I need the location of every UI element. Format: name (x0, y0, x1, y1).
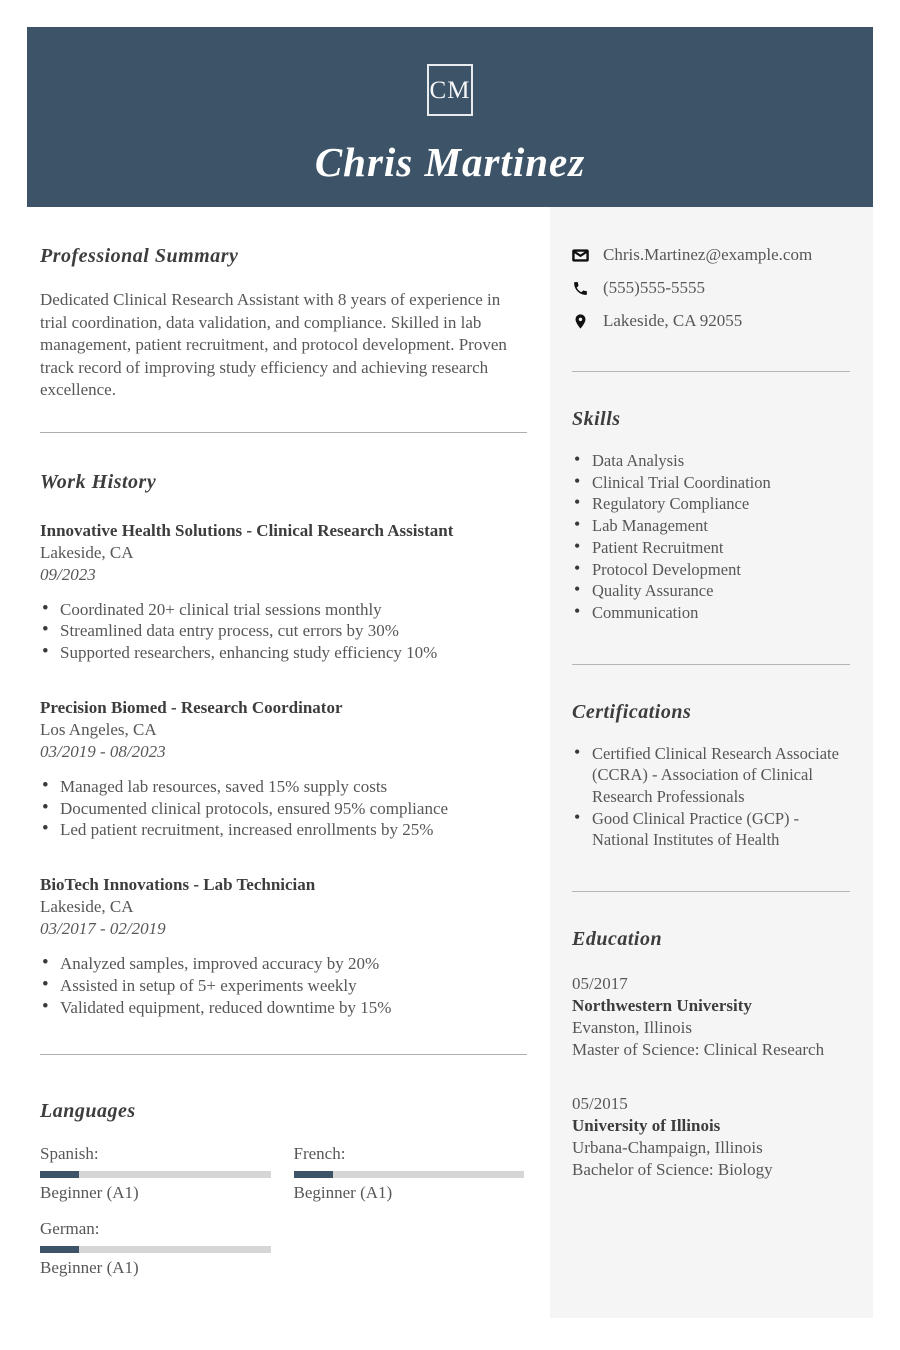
language-name: German: (40, 1218, 100, 1238)
language-level: Beginner (A1) (293, 1182, 393, 1202)
header-banner (27, 27, 873, 207)
job-bullet: • Documented clinical protocols, ensured 95% compliance (40, 798, 527, 820)
sidebar (550, 207, 873, 1318)
email-icon (572, 247, 589, 264)
language-progress-fill (40, 1171, 79, 1178)
contact-email: Chris.Martinez@example.com (603, 245, 813, 264)
contact-phone-row (572, 278, 850, 298)
job-bullet: • Managed lab resources, saved 15% supply costs (40, 776, 527, 798)
job-entry (40, 874, 527, 1018)
education-date: 05/2015 (572, 1094, 628, 1114)
skill-item: • Patient Recruitment (572, 537, 850, 559)
language-progress-track (40, 1246, 271, 1253)
skill-item: • Quality Assurance (572, 580, 850, 602)
job-location: Lakeside, CA (40, 542, 134, 562)
job-bullet: • Coordinated 20+ clinical trial sessions monthly (40, 599, 527, 621)
education-date: 05/2017 (572, 974, 628, 994)
skill-item: • Data Analysis (572, 450, 850, 472)
contact-location-row (572, 311, 850, 331)
work-history-heading: Work History (40, 470, 157, 493)
skill-item: • Clinical Trial Coordination (572, 472, 850, 494)
education-location: Urbana-Champaign, Illinois (572, 1138, 763, 1158)
languages-heading: Languages (40, 1099, 136, 1122)
job-title: Precision Biomed - Research Coordinator (40, 697, 343, 717)
divider (572, 891, 850, 892)
job-location: Los Angeles, CA (40, 719, 157, 739)
contact-phone: (555)555-5555 (603, 278, 705, 297)
job-bullet: • Assisted in setup of 5+ experiments weekly (40, 975, 527, 997)
skills-list (572, 450, 850, 624)
education-entry (572, 1093, 850, 1181)
language-entry (40, 1218, 271, 1279)
language-name: French: (293, 1143, 346, 1163)
job-title: BioTech Innovations - Lab Technician (40, 875, 316, 895)
job-bullet: • Streamlined data entry process, cut errors by 30% (40, 620, 527, 642)
job-bullet-list (40, 599, 527, 664)
summary-text: Dedicated Clinical Research Assistant with 8 years of experience in trial coordination, data validation, and compliance. Skilled in lab management, patient recruitment, and protocol development. Proven track record of improving study efficiency and achieving research excellence. (40, 290, 507, 399)
job-dates: 03/2019 - 08/2023 (40, 741, 166, 761)
language-progress-fill (294, 1171, 333, 1178)
monogram-badge: CM (427, 64, 473, 116)
contact-location: Lakeside, CA 92055 (603, 311, 743, 330)
education-school: Northwestern University (572, 996, 752, 1016)
job-entry (40, 520, 527, 664)
job-title: Innovative Health Solutions - Clinical Research Assistant (40, 520, 454, 540)
summary-heading: Professional Summary (40, 245, 239, 267)
job-dates: 03/2017 - 02/2019 (40, 919, 166, 939)
language-level: Beginner (A1) (40, 1182, 139, 1202)
job-bullet: • Validated equipment, reduced downtime by 15% (40, 997, 527, 1019)
job-location: Lakeside, CA (40, 897, 134, 917)
job-bullet-list (40, 953, 527, 1018)
certification-item: • Certified Clinical Research Associate (CCRA) - Association of Clinical Research Professionals (572, 743, 850, 808)
skill-item: • Communication (572, 602, 850, 624)
job-bullet: • Led patient recruitment, increased enrollments by 25% (40, 819, 527, 841)
education-entry (572, 973, 850, 1061)
job-bullet: • Supported researchers, enhancing study efficiency 10% (40, 642, 527, 664)
skills-heading: Skills (572, 408, 621, 430)
job-entry (40, 697, 527, 841)
location-pin-icon (572, 313, 589, 330)
language-progress-track (294, 1171, 525, 1178)
language-entry (294, 1143, 525, 1204)
phone-icon (572, 280, 589, 297)
language-name: Spanish: (40, 1143, 99, 1163)
divider (40, 432, 527, 433)
education-location: Evanston, Illinois (572, 1018, 692, 1038)
language-progress-track (40, 1171, 271, 1178)
main-column (40, 207, 527, 1279)
education-degree: Bachelor of Science: Biology (572, 1160, 773, 1180)
language-progress-fill (40, 1246, 79, 1253)
language-level: Beginner (A1) (40, 1257, 139, 1277)
job-bullet: • Analyzed samples, improved accuracy by 20% (40, 953, 527, 975)
contact-email-row (572, 245, 850, 265)
divider (572, 371, 850, 372)
job-bullet-list (40, 776, 527, 841)
certifications-list (572, 743, 850, 852)
education-school: University of Illinois (572, 1116, 721, 1136)
languages-grid (40, 1143, 524, 1279)
divider (40, 1054, 527, 1055)
education-degree: Master of Science: Clinical Research (572, 1040, 825, 1060)
certification-item: • Good Clinical Practice (GCP) - National Institutes of Health (572, 808, 850, 851)
candidate-name: Chris Martinez (314, 139, 586, 185)
certifications-heading: Certifications (572, 700, 692, 723)
language-entry (40, 1143, 271, 1204)
education-heading: Education (572, 928, 663, 951)
divider (572, 664, 850, 665)
skill-item: • Regulatory Compliance (572, 493, 850, 515)
skill-item: • Lab Management (572, 515, 850, 537)
skill-item: • Protocol Development (572, 559, 850, 581)
job-dates: 09/2023 (40, 564, 96, 584)
